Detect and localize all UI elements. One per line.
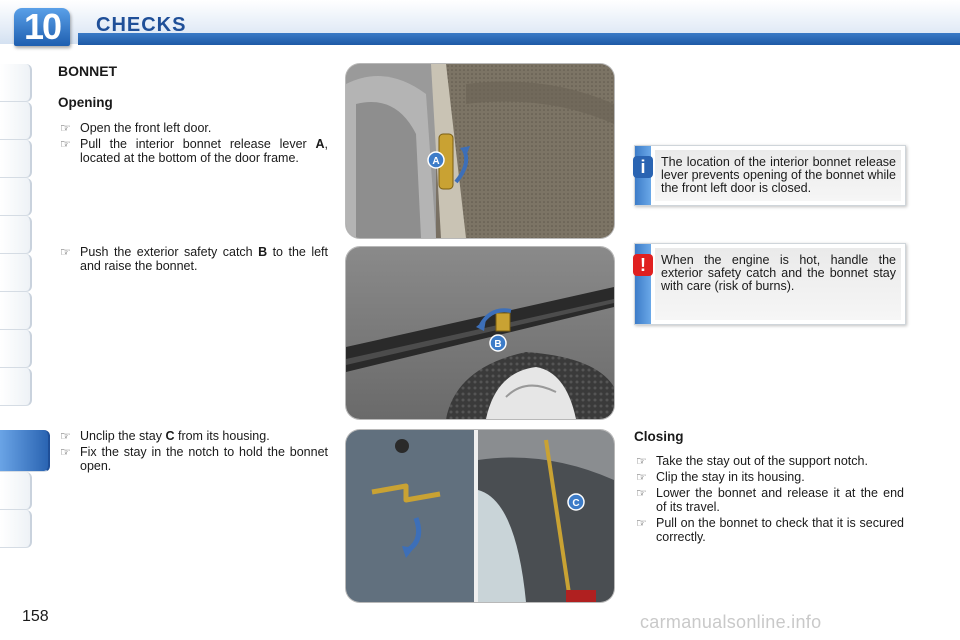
info-note bbox=[634, 145, 906, 206]
chapter-tab[interactable] bbox=[0, 254, 32, 292]
opening-steps-1 bbox=[58, 121, 328, 167]
pointer-hand-icon: ☞ bbox=[60, 429, 71, 443]
pointer-hand-icon: ☞ bbox=[636, 470, 647, 484]
pointer-hand-icon: ☞ bbox=[636, 516, 647, 530]
list-item: ☞ Unclip the stay C from its housing. bbox=[60, 429, 270, 443]
chapter-tab[interactable] bbox=[0, 64, 32, 102]
photo-safety-catch bbox=[346, 247, 614, 419]
opening-title: Opening bbox=[58, 95, 113, 110]
callout-label-c: C bbox=[572, 498, 580, 509]
list-item: ☞ Lower the bonnet and release it at the end of its travel. bbox=[636, 486, 904, 514]
list-item: ☞ Fix the stay in the notch to hold the bonnet open. bbox=[60, 445, 328, 473]
list-item: ☞ Push the exterior safety catch B to the left and raise the bonnet. bbox=[60, 245, 328, 273]
chapter-tab[interactable] bbox=[0, 140, 32, 178]
photo-bonnet-stay bbox=[346, 430, 614, 602]
pointer-hand-icon: ☞ bbox=[60, 445, 71, 459]
closing-steps bbox=[634, 454, 904, 546]
chapter-number-badge: 10 bbox=[14, 8, 70, 46]
chapter-tab[interactable] bbox=[0, 510, 32, 548]
photo-interior-lever bbox=[346, 64, 614, 238]
warning-note bbox=[634, 243, 906, 325]
chapter-tab-active[interactable] bbox=[0, 430, 50, 472]
warning-icon: ! bbox=[633, 254, 653, 276]
opening-steps-3 bbox=[58, 429, 328, 475]
watermark: carmanualsonline.info bbox=[640, 612, 822, 632]
list-item: ☞ Open the front left door. bbox=[60, 121, 212, 135]
pointer-hand-icon: ☞ bbox=[636, 454, 647, 468]
list-item: ☞ Take the stay out of the support notch. bbox=[636, 454, 868, 468]
chapter-tab[interactable] bbox=[0, 472, 32, 510]
opening-steps-2 bbox=[58, 245, 328, 275]
chapter-tabs bbox=[0, 64, 32, 574]
warning-note-text: When the engine is hot, handle the exterior safety catch and the bonnet stay with care (risk of burns). bbox=[655, 248, 901, 320]
chapter-title: CHECKS bbox=[96, 14, 187, 36]
info-note-text: The location of the interior bonnet release lever prevents opening of the bonnet while the front left door is closed. bbox=[655, 150, 901, 201]
pointer-hand-icon: ☞ bbox=[60, 137, 71, 151]
pointer-hand-icon: ☞ bbox=[60, 121, 71, 135]
chapter-tab[interactable] bbox=[0, 102, 32, 140]
header-band bbox=[78, 33, 960, 45]
closing-title: Closing bbox=[634, 429, 684, 444]
callout-label-b: B bbox=[494, 339, 502, 350]
chapter-tab[interactable] bbox=[0, 178, 32, 216]
list-item: ☞ Pull on the bonnet to check that it is secured correctly. bbox=[636, 516, 904, 544]
info-icon: i bbox=[633, 156, 653, 178]
callout-label-a: A bbox=[432, 156, 440, 167]
chapter-tab[interactable] bbox=[0, 330, 32, 368]
chapter-tab[interactable] bbox=[0, 216, 32, 254]
pointer-hand-icon: ☞ bbox=[636, 486, 647, 500]
list-item: ☞ Clip the stay in its housing. bbox=[636, 470, 805, 484]
page-number: 158 bbox=[22, 608, 49, 625]
pointer-hand-icon: ☞ bbox=[60, 245, 71, 259]
list-item: ☞ Pull the interior bonnet release lever A, located at the bottom of the door frame. bbox=[60, 137, 328, 165]
chapter-tab[interactable] bbox=[0, 368, 32, 406]
chapter-tab[interactable] bbox=[0, 292, 32, 330]
section-title: BONNET bbox=[58, 63, 118, 79]
